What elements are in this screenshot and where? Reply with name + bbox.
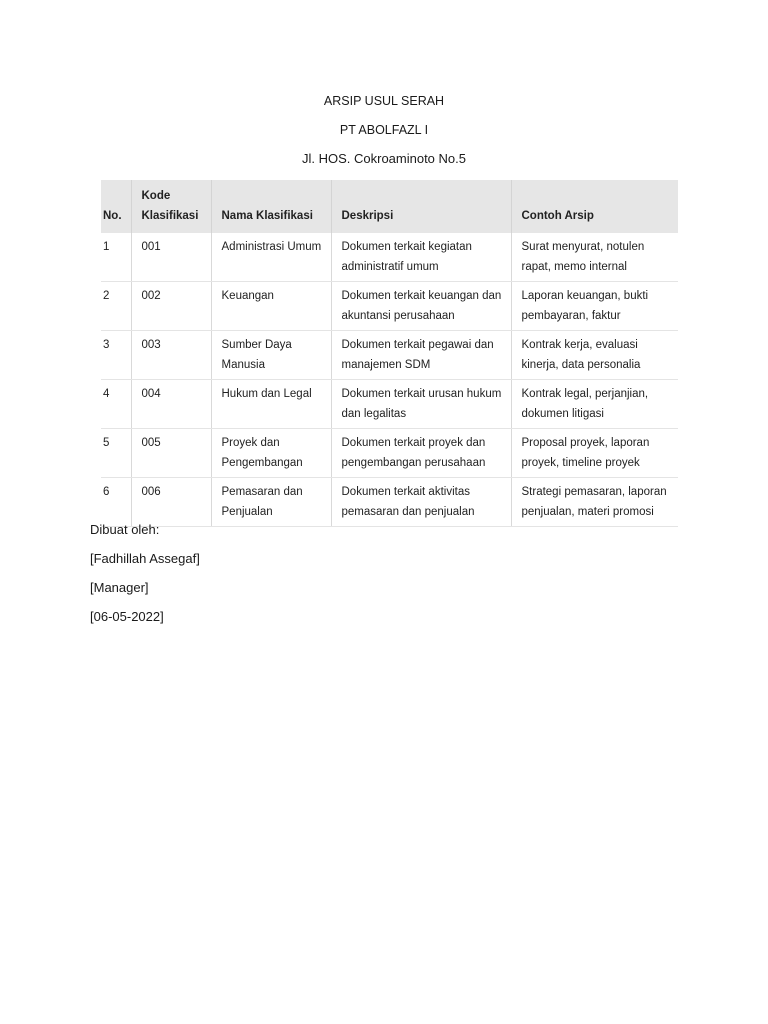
cell-nama: Pemasaran dan Penjualan xyxy=(211,478,331,527)
cell-no: 4 xyxy=(101,380,131,429)
document-date: [06-05-2022] xyxy=(90,609,164,624)
cell-deskripsi: Dokumen terkait proyek dan pengembangan perusahaan xyxy=(331,429,511,478)
cell-no: 3 xyxy=(101,331,131,380)
made-by-label: Dibuat oleh: xyxy=(90,522,160,537)
table-row xyxy=(101,429,678,478)
cell-nama: Sumber Daya Manusia xyxy=(211,331,331,380)
table-row xyxy=(101,331,678,380)
cell-kode: 004 xyxy=(131,380,211,429)
cell-no: 5 xyxy=(101,429,131,478)
classification-table xyxy=(101,180,678,527)
cell-no: 6 xyxy=(101,478,131,527)
cell-contoh: Kontrak kerja, evaluasi kinerja, data personalia xyxy=(511,331,678,380)
cell-deskripsi: Dokumen terkait pegawai dan manajemen SDM xyxy=(331,331,511,380)
table-row xyxy=(101,282,678,331)
author-position: [Manager] xyxy=(90,580,149,595)
header-contoh-arsip: Contoh Arsip xyxy=(511,180,678,233)
cell-contoh: Proposal proyek, laporan proyek, timeline proyek xyxy=(511,429,678,478)
cell-kode: 005 xyxy=(131,429,211,478)
document-title: ARSIP USUL SERAH xyxy=(323,94,445,108)
cell-deskripsi: Dokumen terkait urusan hukum dan legalitas xyxy=(331,380,511,429)
cell-kode: 003 xyxy=(131,331,211,380)
header-deskripsi: Deskripsi xyxy=(331,180,511,233)
company-name: PT ABOLFAZL I xyxy=(339,123,429,137)
cell-deskripsi: Dokumen terkait aktivitas pemasaran dan penjualan xyxy=(331,478,511,527)
header-nama-klasifikasi: Nama Klasifikasi xyxy=(211,180,331,233)
cell-no: 1 xyxy=(101,233,131,282)
header-no: No. xyxy=(101,180,131,233)
table-row xyxy=(101,233,678,282)
cell-contoh: Kontrak legal, perjanjian, dokumen litigasi xyxy=(511,380,678,429)
company-address: Jl. HOS. Cokroaminoto No.5 xyxy=(301,151,466,166)
cell-nama: Proyek dan Pengembangan xyxy=(211,429,331,478)
cell-nama: Keuangan xyxy=(211,282,331,331)
cell-no: 2 xyxy=(101,282,131,331)
cell-kode: 002 xyxy=(131,282,211,331)
table-row xyxy=(101,380,678,429)
cell-kode: 006 xyxy=(131,478,211,527)
author-name: [Fadhillah Assegaf] xyxy=(90,551,200,566)
cell-nama: Administrasi Umum xyxy=(211,233,331,282)
cell-contoh: Laporan keuangan, bukti pembayaran, faktur xyxy=(511,282,678,331)
cell-nama: Hukum dan Legal xyxy=(211,380,331,429)
cell-kode: 001 xyxy=(131,233,211,282)
header-kode-line2: Klasifikasi xyxy=(141,210,199,222)
header-kode-line1: Kode xyxy=(141,190,171,202)
cell-deskripsi: Dokumen terkait kegiatan administratif umum xyxy=(331,233,511,282)
header-kode-klasifikasi xyxy=(131,180,211,233)
cell-contoh: Surat menyurat, notulen rapat, memo internal xyxy=(511,233,678,282)
cell-contoh: Strategi pemasaran, laporan penjualan, materi promosi xyxy=(511,478,678,527)
table-row xyxy=(101,478,678,527)
table-header-row xyxy=(101,180,678,233)
cell-deskripsi: Dokumen terkait keuangan dan akuntansi perusahaan xyxy=(331,282,511,331)
